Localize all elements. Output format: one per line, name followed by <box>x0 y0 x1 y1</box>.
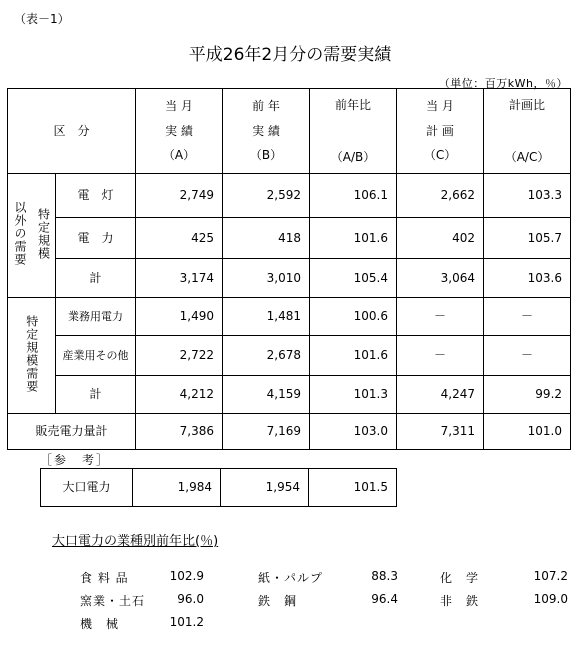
cell-ab: 101.6 <box>310 218 397 259</box>
industry-name: 非 鉄 <box>440 594 480 608</box>
cell-b: 1,954 <box>221 469 309 507</box>
cell-ac: － <box>484 298 571 336</box>
header-col-b-line1: 前 年 <box>252 99 280 114</box>
cell-a: 425 <box>136 218 223 259</box>
table-row <box>8 376 571 414</box>
cell-ac: 105.7 <box>484 218 571 259</box>
row-label: 電 力 <box>56 218 136 259</box>
cell-ac: 103.3 <box>484 174 571 218</box>
cell-ab: 101.6 <box>310 336 397 376</box>
cell-c: 2,662 <box>397 174 484 218</box>
table-row <box>8 218 571 259</box>
demand-table <box>7 88 571 450</box>
cell-ab: 101.5 <box>309 469 397 507</box>
cell-b: 7,169 <box>223 414 310 450</box>
total-row <box>8 414 571 450</box>
cell-ab: 101.3 <box>310 376 397 414</box>
group1-label-left <box>8 174 32 298</box>
industry-value: 88.3 <box>371 569 398 583</box>
cell-a: 1,490 <box>136 298 223 336</box>
industry-row <box>0 592 580 610</box>
cell-ab: 100.6 <box>310 298 397 336</box>
header-col-b-line2: 実 績 <box>252 123 280 138</box>
industry-value: 101.2 <box>169 615 204 629</box>
industry-name: 化 学 <box>440 571 480 585</box>
header-col-b-stack <box>227 99 305 162</box>
industry-value: 96.0 <box>177 592 204 606</box>
table-row <box>8 298 571 336</box>
cell-a: 3,174 <box>136 259 223 298</box>
header-col-ab-line1: 前年比 <box>335 97 372 112</box>
reference-label: ［参 考］ <box>40 453 111 467</box>
page-title: 平成26年2月分の需要実績 <box>188 45 392 65</box>
header-col-c-line2: 計 画 <box>426 123 454 138</box>
header-col-a-line3: （A） <box>162 148 196 163</box>
reference-table <box>40 468 397 507</box>
cell-ab: 106.1 <box>310 174 397 218</box>
row-label: 計 <box>56 259 136 298</box>
cell-c: 7,311 <box>397 414 484 450</box>
cell-ac: 103.6 <box>484 259 571 298</box>
table-row <box>8 336 571 376</box>
cell-b: 418 <box>223 218 310 259</box>
row-label: 業務用電力 <box>56 298 136 336</box>
industry-value: 109.0 <box>533 592 568 606</box>
unit-note: （単位：百万kWh，％） <box>438 77 568 90</box>
industry-row <box>0 615 580 633</box>
header-col-ac-line1: 計画比 <box>509 97 546 112</box>
industry-heading: 大口電力の業種別前年比(％) <box>52 534 219 549</box>
cell-ab: 105.4 <box>310 259 397 298</box>
group2-label-text: 特定規模需要 <box>24 314 39 393</box>
header-col-ac <box>484 89 571 174</box>
header-col-a-line2: 実 績 <box>165 123 193 138</box>
cell-c: 3,064 <box>397 259 484 298</box>
table-label: （表－1） <box>14 12 70 26</box>
row-label: 販売電力量計 <box>8 414 136 450</box>
header-col-a-stack <box>140 99 218 162</box>
row-label: 産業用その他 <box>56 336 136 376</box>
cell-a: 1,984 <box>133 469 221 507</box>
group1-label-text-left: 以外の需要 <box>12 201 27 267</box>
cell-ac: 101.0 <box>484 414 571 450</box>
cell-ab: 103.0 <box>310 414 397 450</box>
header-col-a <box>136 89 223 174</box>
table-row <box>41 469 397 507</box>
cell-a: 2,749 <box>136 174 223 218</box>
row-label: 大口電力 <box>41 469 133 507</box>
industry-row <box>0 569 580 587</box>
group1-label-right <box>32 174 56 298</box>
header-col-ab-line2: （A/B） <box>330 150 376 164</box>
header-col-c <box>397 89 484 174</box>
group1-label-text-right: 特定規模 <box>36 207 51 260</box>
table-row <box>8 259 571 298</box>
industry-value: 107.2 <box>533 569 568 583</box>
table-row <box>8 174 571 218</box>
industry-name: 紙・パルプ <box>258 571 324 585</box>
header-col-ac-stack <box>488 98 566 165</box>
row-label: 計 <box>56 376 136 414</box>
header-col-b <box>223 89 310 174</box>
cell-c: 4,247 <box>397 376 484 414</box>
header-col-b-line3: （B） <box>249 148 283 163</box>
cell-b: 1,481 <box>223 298 310 336</box>
header-col-c-line1: 当 月 <box>426 99 454 114</box>
cell-a: 2,722 <box>136 336 223 376</box>
header-col-c-line3: （C） <box>423 148 457 163</box>
row-label: 電 灯 <box>56 174 136 218</box>
cell-a: 4,212 <box>136 376 223 414</box>
cell-b: 3,010 <box>223 259 310 298</box>
header-col-ab-stack <box>314 98 392 165</box>
industry-name: 機 械 <box>80 617 120 631</box>
cell-b: 2,592 <box>223 174 310 218</box>
cell-b: 4,159 <box>223 376 310 414</box>
header-col-a-line1: 当 月 <box>165 99 193 114</box>
group2-label <box>8 298 56 414</box>
cell-c: 402 <box>397 218 484 259</box>
industry-name: 鉄 鋼 <box>258 594 298 608</box>
cell-ac: － <box>484 336 571 376</box>
industry-value: 96.4 <box>371 592 398 606</box>
cell-a: 7,386 <box>136 414 223 450</box>
header-col-c-stack <box>401 99 479 162</box>
cell-c: － <box>397 336 484 376</box>
cell-b: 2,678 <box>223 336 310 376</box>
industry-name: 窯業・土石 <box>80 594 146 608</box>
header-category: 区 分 <box>8 89 136 174</box>
industry-value: 102.9 <box>169 569 204 583</box>
header-col-ab <box>310 89 397 174</box>
header-col-ac-line2: （A/C） <box>504 150 550 164</box>
industry-name: 食 料 品 <box>80 571 129 585</box>
cell-ac: 99.2 <box>484 376 571 414</box>
cell-c: － <box>397 298 484 336</box>
header-row <box>8 89 571 174</box>
